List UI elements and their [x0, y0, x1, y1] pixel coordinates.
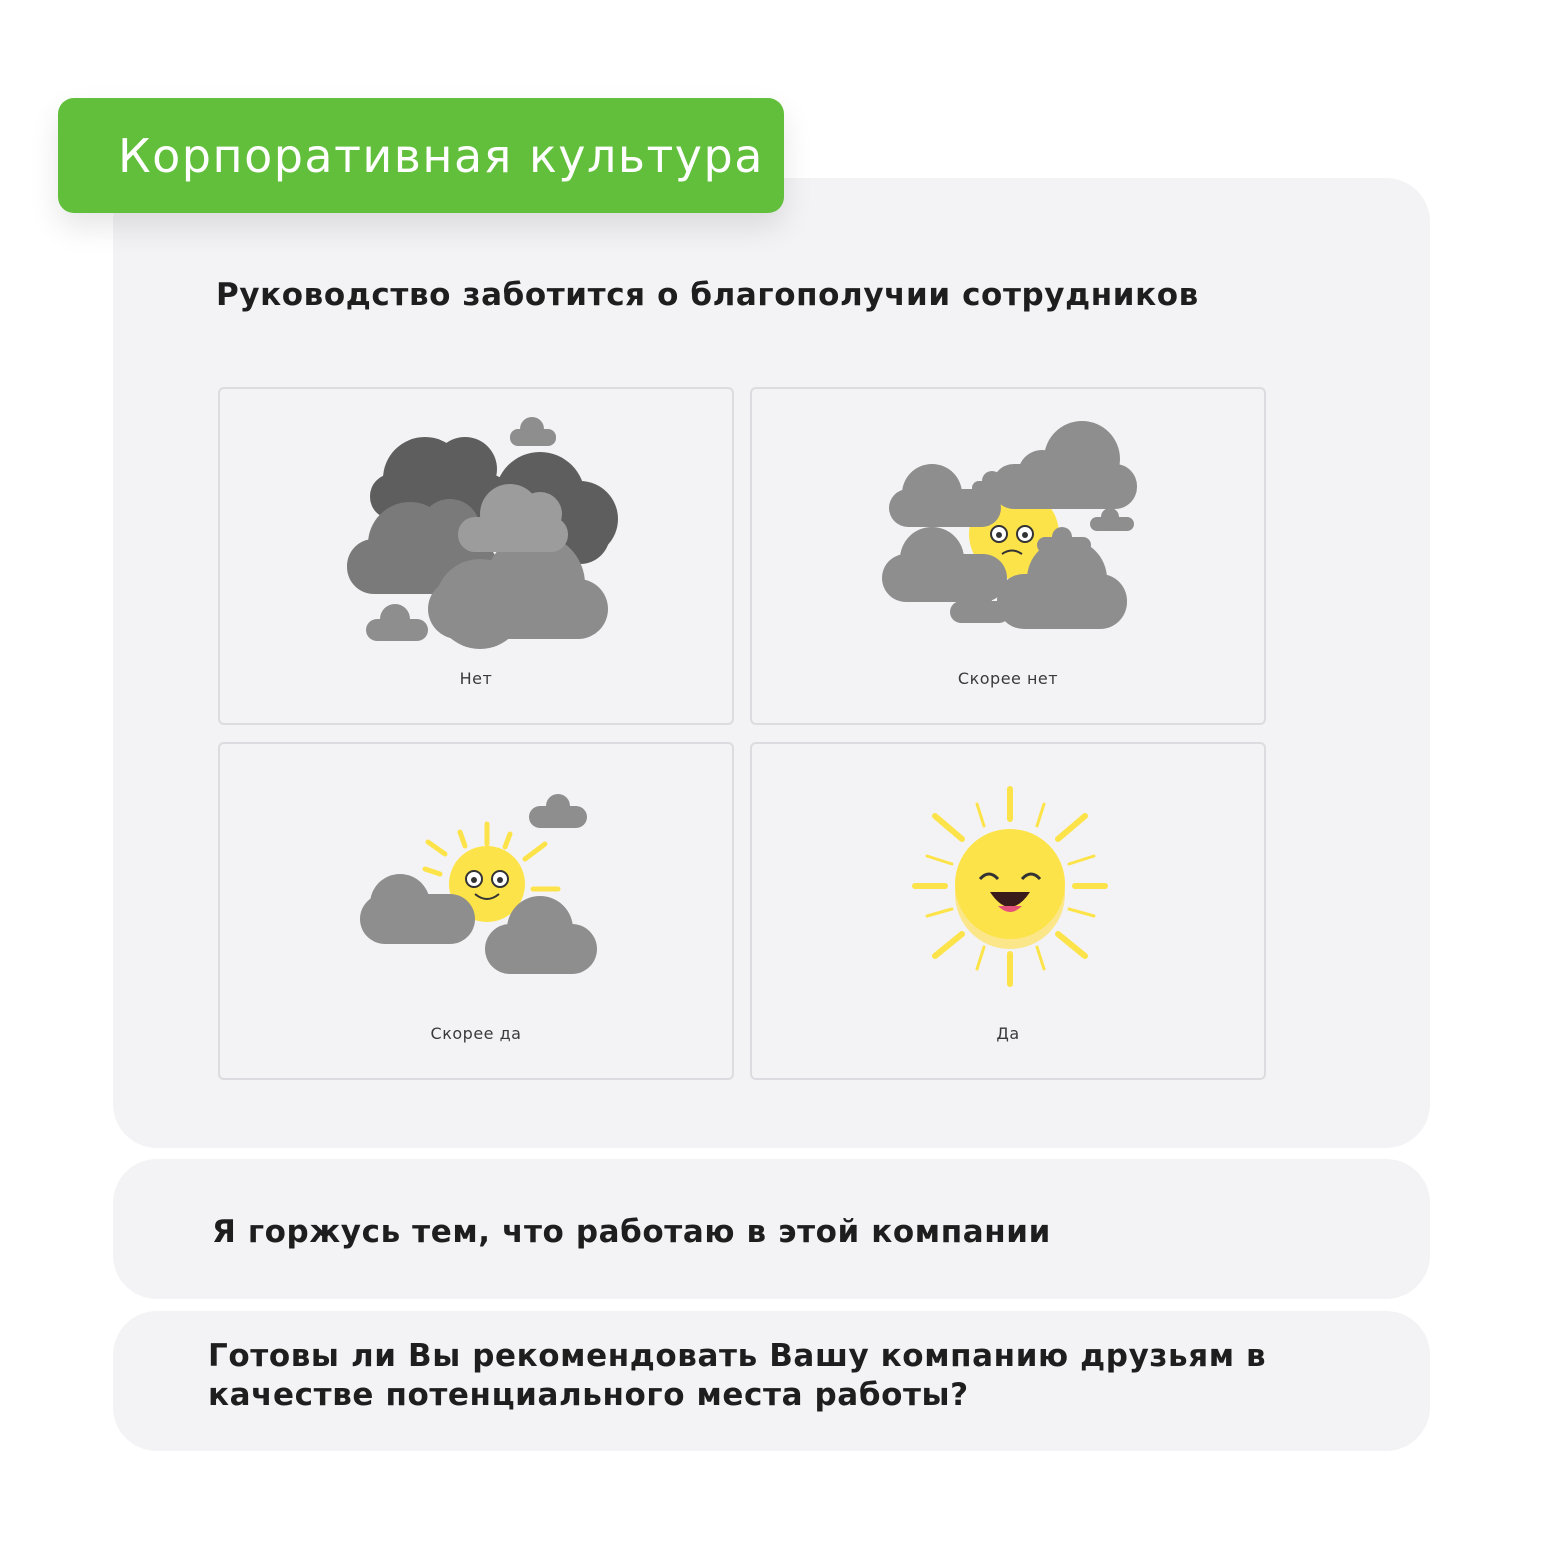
answer-option-label: Нет: [459, 669, 493, 688]
answer-option-no[interactable]: [218, 387, 734, 725]
question-1-text: Руководство заботится о благополучии сотрудников: [216, 277, 1199, 313]
answer-option-rather-no[interactable]: [750, 387, 1266, 725]
answer-option-label: Да: [996, 1024, 1020, 1043]
answer-option-label: Скорее нет: [957, 669, 1059, 688]
answer-option-label: Скорее да: [430, 1024, 522, 1043]
answer-option-rather-yes[interactable]: [218, 742, 734, 1080]
answer-option-yes[interactable]: [750, 742, 1266, 1080]
section-title: Корпоративная культура: [118, 128, 764, 183]
section-title-badge: [58, 98, 784, 213]
question-3-text: Готовы ли Вы рекомендовать Вашу компанию друзьям в качестве потенциального места работы?: [208, 1338, 1267, 1413]
question-2-text: Я горжусь тем, что работаю в этой компании: [212, 1214, 1051, 1250]
